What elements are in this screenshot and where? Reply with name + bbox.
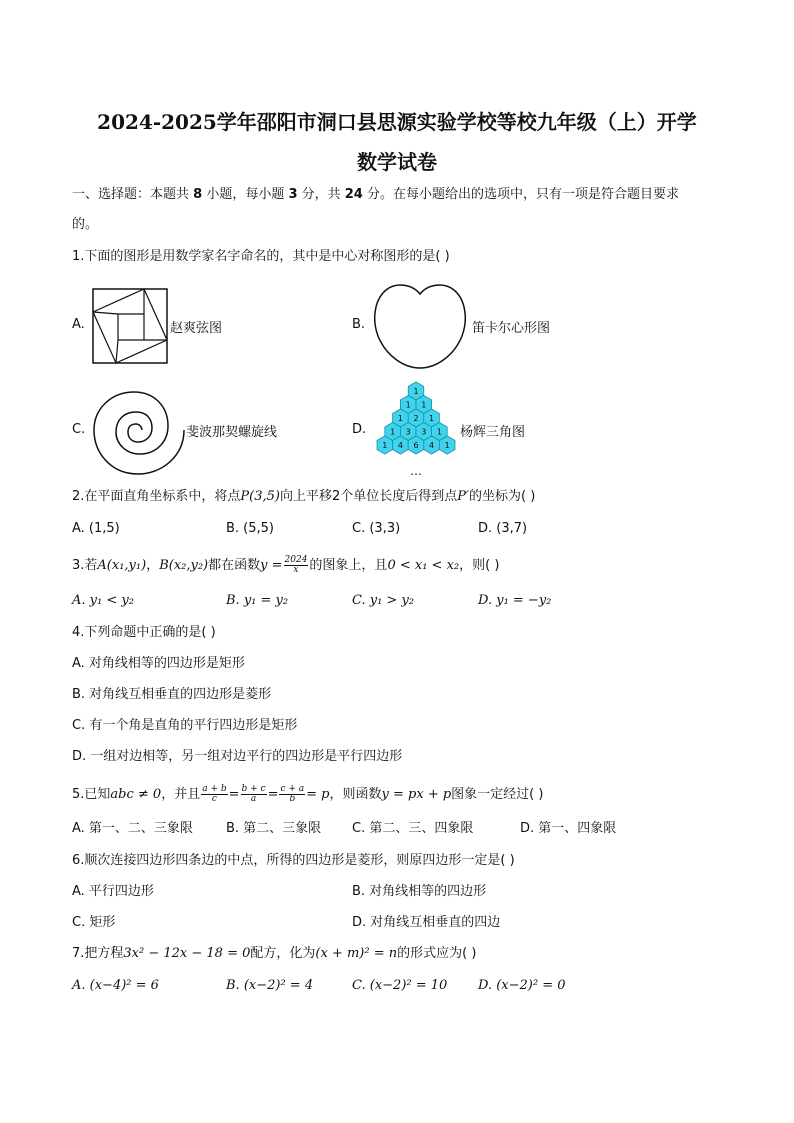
pascal-hex-value: 1 [397, 414, 403, 423]
pascal-hex-value: 3 [405, 427, 411, 437]
pascal-ellipsis: … [410, 464, 422, 478]
q3-condition: 0 < x₁ < x₂ [387, 558, 460, 573]
q3-text: ，则( ) [459, 558, 500, 573]
q4-stem: 4.下列命题中正确的是( ) [72, 625, 216, 640]
q7-text: 配方，化为 [250, 946, 316, 961]
q5-fraction-3-den: b [289, 794, 296, 804]
section-text: 分。在每小题给出的选项中，只有一项是符合题目要求 [362, 187, 679, 202]
q3-stem [72, 556, 499, 575]
q3-point-a: A(x₁,y₁) [97, 558, 147, 573]
pascal-hex-value: 3 [421, 427, 427, 437]
q5-text: 5.已知 [72, 787, 111, 802]
q2-text: 2.在平面直角坐标系中，将点 [72, 489, 241, 504]
q2-stem [72, 488, 535, 506]
q2-distance: 2 [332, 489, 341, 504]
q5-text: 图象一定经过( ) [451, 787, 544, 802]
q4-option-a: A. 对角线相等的四边形是矩形 [72, 656, 245, 671]
q3-point-b: B(x₂,y₂) [159, 558, 209, 573]
q5-fraction-3 [279, 785, 305, 804]
q2-point-p-prime: P′ [457, 489, 469, 504]
q5-fraction-1-den: c [211, 794, 217, 804]
q4-option-b: B. 对角线互相垂直的四边形是菱形 [72, 687, 272, 702]
q2-option-b: B. (5,5) [226, 521, 275, 536]
q5-fraction-2-num: b + c [241, 784, 266, 794]
pascal-hex-value: 1 [429, 414, 435, 423]
q5-option-c: C. 第二、三、四象限 [352, 821, 474, 836]
q7-option-b: B. (x−2)² = 4 [226, 978, 314, 993]
q2-option-c: C. (3,3) [352, 521, 401, 536]
q1-stem: 1.下面的图形是用数学家名字命名的，其中是中心对称图形的是( ) [72, 249, 450, 264]
q4-option-c: C. 有一个角是直角的平行四边形是矩形 [72, 718, 298, 733]
q3-numerator: 2024 [284, 555, 308, 565]
total-score: 24 [344, 187, 363, 202]
q7-option-a: A. (x−4)² = 6 [72, 978, 159, 993]
q3-option-c: C. y₁ > y₂ [352, 593, 415, 608]
q6-option-b: B. 对角线相等的四边形 [352, 884, 487, 899]
q2-option-a: A. (1,5) [72, 521, 120, 536]
q5-condition: abc ≠ 0 [110, 787, 162, 802]
q3-fraction [284, 556, 309, 575]
q5-fraction-2-den: a [250, 794, 257, 804]
pascal-hex-value: 1 [444, 441, 450, 450]
q6-option-c: C. 矩形 [72, 915, 116, 930]
pascal-hex-value: 2 [413, 414, 419, 423]
q1-option-a-label: A. [72, 317, 85, 332]
section-1-header-cont: 的。 [72, 217, 99, 232]
pascal-hex-value: 1 [390, 427, 396, 437]
q3-text: 的图象上，且 [309, 558, 388, 573]
q6-option-d: D. 对角线互相垂直的四边 [352, 915, 501, 930]
pascal-hex-value: 4 [397, 441, 403, 450]
q5-function: y = px + p [381, 787, 452, 802]
pascal-hex-value: 1 [421, 400, 427, 410]
q2-point-p: P(3,5) [240, 489, 280, 504]
q5-option-d: D. 第一、四象限 [520, 821, 617, 836]
q5-text: ，并且 [161, 787, 201, 802]
q3-option-d: D. y₁ = −y₂ [478, 593, 552, 608]
section-text: 分，共 [297, 187, 345, 202]
q5-fraction-3-num: c + a [280, 784, 305, 794]
question-count: 8 [193, 187, 203, 202]
q5-equals: = [267, 787, 279, 802]
q1-option-c-caption: 斐波那契螺旋线 [186, 425, 278, 440]
q2-text: 向上平移 [279, 489, 332, 504]
q1-option-d-caption: 杨辉三角图 [460, 425, 526, 440]
pascal-hex-value: 1 [436, 427, 442, 437]
zhao-shuang-figure [92, 288, 168, 364]
exam-title-line-1: 2024-2025学年邵阳市洞口县思源实验学校等校九年级（上）开学 [97, 110, 697, 134]
section-text: 小题，每小题 [202, 187, 289, 202]
pascal-hex-value: 1 [382, 441, 388, 450]
q7-target-form: (x + m)² = n [315, 946, 398, 961]
q2-text: 个单位长度后得到点 [340, 489, 458, 504]
q1-option-c-label: C. [72, 422, 86, 437]
q3-function-lhs: y = [260, 558, 283, 573]
q1-option-b-caption: 笛卡尔心形图 [472, 321, 551, 336]
q2-text: 的坐标为( ) [469, 489, 536, 504]
q5-text: ，则函数 [329, 787, 382, 802]
q3-text: ， [146, 558, 160, 573]
section-text: 一、选择题：本题共 [72, 187, 194, 202]
q7-equation: 3x² − 12x − 18 = 0 [123, 946, 251, 961]
q3-option-b: B. y₁ = y₂ [226, 593, 289, 608]
q1-option-d-label: D. [352, 422, 367, 437]
q6-option-a: A. 平行四边形 [72, 884, 154, 899]
pascal-triangle-figure [368, 380, 464, 464]
q1-option-b-label: B. [352, 317, 366, 332]
fibonacci-spiral-figure [90, 384, 186, 476]
pascal-hex-value: 1 [413, 387, 419, 396]
q3-text: 3.若 [72, 558, 98, 573]
q3-option-a: A. y₁ < y₂ [72, 593, 134, 608]
pascal-hex-value: 6 [413, 441, 419, 450]
q5-equals: = [228, 787, 240, 802]
q5-fraction-2 [241, 785, 267, 804]
q5-fraction-1-num: a + b [202, 784, 227, 794]
q7-option-d: D. (x−2)² = 0 [478, 978, 566, 993]
pascal-hex-value: 1 [405, 400, 411, 410]
q1-option-a-caption: 赵爽弦图 [170, 321, 223, 336]
q3-denominator: x [293, 565, 299, 575]
q4-option-d: D. 一组对边相等，另一组对边平行的四边形是平行四边形 [72, 749, 403, 764]
question-score: 3 [288, 187, 298, 202]
pascal-hex-value: 4 [429, 441, 435, 450]
q5-option-a: A. 第一、二、三象限 [72, 821, 193, 836]
section-1-header [72, 186, 679, 204]
q2-option-d: D. (3,7) [478, 521, 528, 536]
q7-stem [72, 945, 476, 963]
q3-text: 都在函数 [208, 558, 261, 573]
q7-text: 的形式应为( ) [397, 946, 477, 961]
q7-text: 7.把方程 [72, 946, 124, 961]
q6-stem: 6.顺次连接四边形四条边的中点，所得的四边形是菱形，则原四边形一定是( ) [72, 853, 515, 868]
q7-option-c: C. (x−2)² = 10 [352, 978, 448, 993]
q5-fraction-1 [201, 785, 227, 804]
q5-stem [72, 785, 543, 804]
q5-equals-p: = p [306, 787, 330, 802]
q5-option-b: B. 第二、三象限 [226, 821, 322, 836]
exam-title-line-2: 数学试卷 [357, 150, 437, 174]
cardioid-figure [370, 280, 470, 370]
